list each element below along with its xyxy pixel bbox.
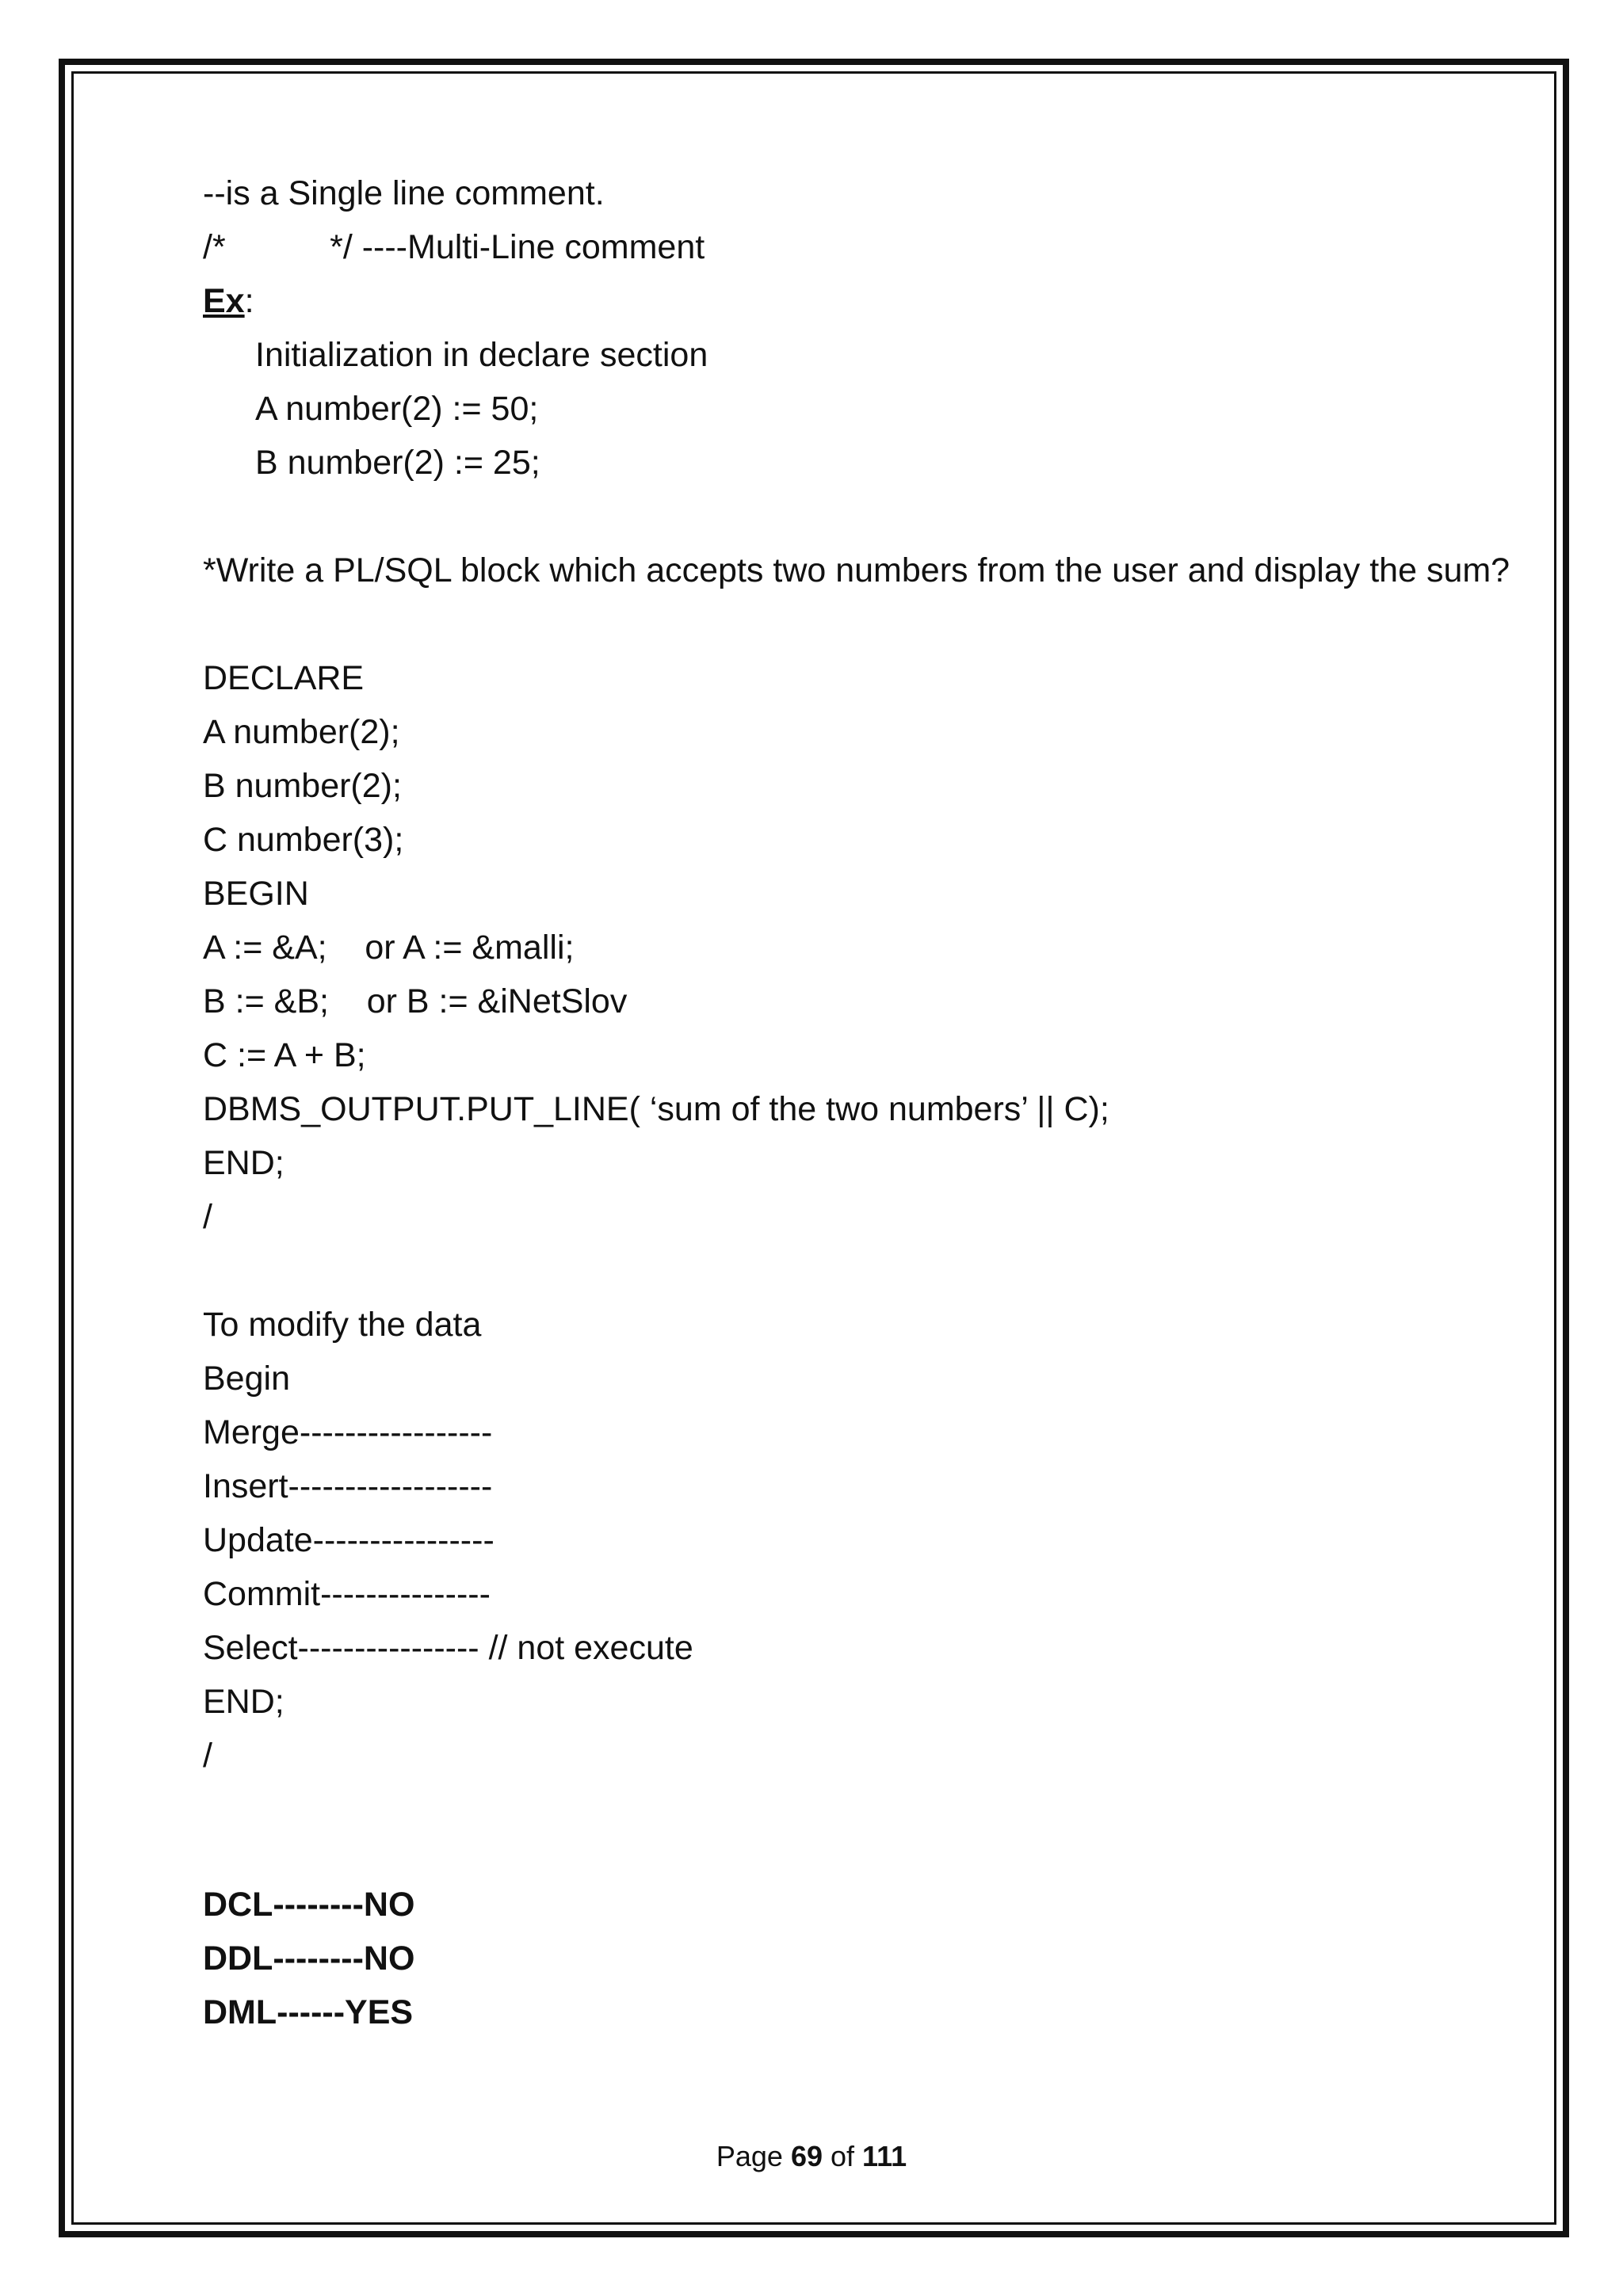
code-line: DBMS_OUTPUT.PUT_LINE( ‘sum of the two numbers’ || C); bbox=[203, 1090, 1109, 1128]
example-line: Initialization in declare section bbox=[255, 336, 708, 374]
code-line: BEGIN bbox=[203, 875, 309, 913]
code-line: DECLARE bbox=[203, 659, 365, 697]
modify-line: Update---------------- bbox=[203, 1521, 495, 1559]
spacer bbox=[203, 1244, 1542, 1298]
multi-line-comment: /* */ ----Multi-Line comment bbox=[203, 228, 705, 266]
example-line: B number(2) := 25; bbox=[255, 444, 540, 482]
code-line: B := &B; or B := &iNetSlov bbox=[203, 982, 628, 1020]
code-line: C number(3); bbox=[203, 821, 404, 859]
modify-line: Insert------------------ bbox=[203, 1467, 493, 1505]
of-label: of bbox=[831, 2140, 855, 2172]
question-text: *Write a PL/SQL block which accepts two numbers from the user and display the sum? bbox=[203, 551, 1510, 589]
spacer bbox=[203, 490, 1542, 543]
modify-line: END; bbox=[203, 1683, 285, 1721]
modify-line: Merge----------------- bbox=[203, 1413, 493, 1451]
example-heading bbox=[203, 274, 1542, 328]
code-line: / bbox=[203, 1198, 212, 1236]
single-line-comment: --is a Single line comment. bbox=[203, 174, 605, 212]
modify-line: To modify the data bbox=[203, 1306, 482, 1344]
modify-line: Commit--------------- bbox=[203, 1575, 491, 1613]
code-line: A number(2); bbox=[203, 713, 400, 751]
example-label: Ex bbox=[203, 282, 245, 320]
example-line: A number(2) := 50; bbox=[255, 390, 539, 428]
spacer bbox=[203, 1783, 1542, 1878]
code-line: C := A + B; bbox=[203, 1036, 366, 1074]
page-number: 69 bbox=[790, 2140, 823, 2172]
modify-line: Begin bbox=[203, 1360, 290, 1398]
spacer bbox=[203, 597, 1542, 651]
page-label: Page bbox=[716, 2140, 783, 2172]
summary-line: DCL--------NO bbox=[203, 1886, 415, 1924]
code-line: A := &A; or A := &malli; bbox=[203, 929, 575, 967]
summary-line: DML------YES bbox=[203, 1993, 414, 2031]
example-colon: : bbox=[244, 282, 254, 320]
total-pages: 111 bbox=[862, 2140, 907, 2172]
page-content bbox=[203, 166, 1542, 2039]
page-footer bbox=[0, 2139, 1623, 2174]
code-line: END; bbox=[203, 1144, 285, 1182]
summary-line: DDL--------NO bbox=[203, 1939, 415, 1978]
code-line: B number(2); bbox=[203, 767, 402, 805]
modify-line: Select---------------- // not execute bbox=[203, 1629, 693, 1667]
modify-line: / bbox=[203, 1737, 212, 1775]
